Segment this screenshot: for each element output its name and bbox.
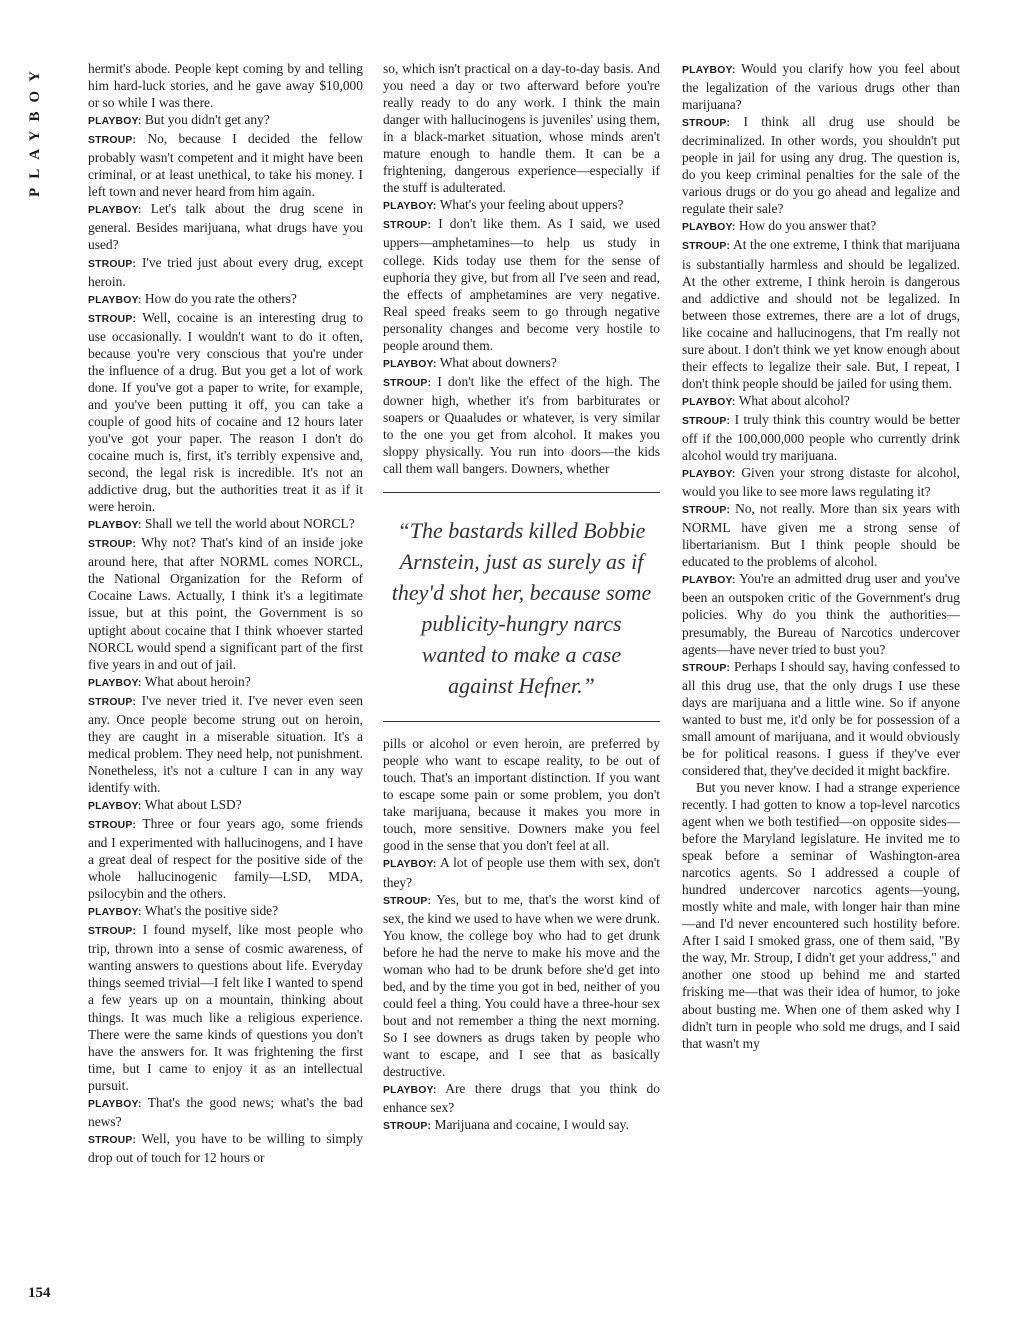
speaker-label: STROUP: bbox=[383, 1121, 432, 1133]
paragraph-text: No, because I decided the fellow probably wasn't competent and it might have been criminal, or at least unethical, to take his money. I left town and never heard from him again. bbox=[88, 131, 363, 200]
paragraph-text: What about downers? bbox=[439, 354, 557, 370]
paragraph-text: hermit's abode. People kept coming by and telling him hard-luck stories, and he gave away $10,000 or so while I was there. bbox=[88, 61, 363, 111]
speaker-label: STROUP: bbox=[88, 313, 137, 325]
paragraph-text: I found myself, like most people who trip, thrown into a sense of cosmic awareness, of wanting answers to questions about life. Everyday things seemed trivial—I felt like I wanted to spend a few years up on a mountain, thinking about things. It was much like a religious experience. There were the same kinds of questions you don't have the answers for. It was frightening the first time, but I came to enjoy it as an intellectual pursuit. bbox=[88, 922, 363, 1093]
paragraph-text: Would you clarify how you feel about the legalization of the various drugs other than marijuana? bbox=[682, 61, 960, 113]
paragraph bbox=[383, 215, 660, 353]
speaker-label: PLAYBOY: bbox=[383, 358, 437, 370]
speaker-label: PLAYBOY: bbox=[682, 469, 736, 481]
speaker-label: PLAYBOY: bbox=[88, 677, 142, 689]
speaker-label: PLAYBOY: bbox=[88, 116, 142, 128]
paragraph bbox=[88, 902, 363, 921]
paragraph-text: What's your feeling about uppers? bbox=[439, 197, 624, 213]
paragraph-text: Let's talk about the drug scene in general. Besides marijuana, what drugs have you used? bbox=[88, 201, 363, 253]
paragraph bbox=[88, 1130, 363, 1166]
column-2 bbox=[383, 60, 660, 1292]
speaker-label: STROUP: bbox=[682, 505, 731, 517]
paragraph bbox=[682, 570, 960, 657]
speaker-label: PLAYBOY: bbox=[383, 201, 437, 213]
speaker-label: PLAYBOY: bbox=[682, 575, 736, 587]
pull-quote: “The bastards killed Bobbie Arnstein, just as surely as if they'd shot her, because some publicity-hungry narcs wanted to make a case against Hefner.” bbox=[383, 492, 660, 722]
column-2-bottom bbox=[383, 735, 660, 1135]
paragraph-text: What's the positive side? bbox=[144, 903, 279, 919]
speaker-label: STROUP: bbox=[383, 895, 432, 907]
paragraph-text: Yes, but to me, that's the worst kind of sex, the kind we used to have when we were drunk. You know, the college boy who had to get drunk before he had the nerve to make his move and the woman who had to be drunk before she'd get into bed, and by the time you got in bed, neither of you could feel a thing. You could have a three-hour sex bout and not remember a thing the next morning. So I see downers as drugs taken by people who want to escape, and I see that as basically destructive. bbox=[383, 891, 660, 1080]
speaker-label: STROUP: bbox=[682, 662, 731, 674]
paragraph-text: I've tried just about every drug, except heroin. bbox=[88, 254, 363, 289]
speaker-label: STROUP: bbox=[88, 820, 137, 832]
magazine-name-letters: PLAYBOY bbox=[27, 62, 43, 197]
paragraph bbox=[682, 411, 960, 464]
paragraph-text: You're an admitted drug user and you've been an outspoken critic of the Government's drug policies. Why do you think the authorities—presumably, the Bureau of Narcotics undercover agents—have never tried to bust you? bbox=[682, 571, 960, 657]
speaker-label: STROUP: bbox=[383, 377, 432, 389]
paragraph-text: I don't like them. As I said, we used uppers—amphetamines—to help us study in college. Kids today use them for the sense of euphoria they give, but from all I've seen and read, the effects of amphetamines are very negative. Real speed freaks seem to go through negative personality changes and become very hostile to people around them. bbox=[383, 216, 660, 353]
paragraph bbox=[88, 692, 363, 796]
paragraph-text: I truly think this country would be better off if the 100,000,000 people who currently drink alcohol would try marijuana. bbox=[682, 411, 960, 464]
speaker-label: STROUP: bbox=[682, 415, 731, 427]
paragraph-text: What about heroin? bbox=[144, 673, 251, 689]
paragraph bbox=[383, 354, 660, 373]
paragraph-text: pills or alcohol or even heroin, are preferred by people who want to escape reality, to be out of touch. That's an important distinction. If you want to escape some pain or some problem, you don't take marijuana, because it makes you more in touch, more sensitive. Downers make you feel good in the sense that you don't feel at all. bbox=[383, 736, 660, 854]
paragraph-text: Well, you have to be willing to simply drop out of touch for 12 hours or bbox=[88, 1130, 363, 1165]
paragraph bbox=[88, 200, 363, 253]
paragraph bbox=[383, 735, 660, 854]
paragraph bbox=[88, 111, 363, 130]
paragraph bbox=[88, 1094, 363, 1130]
speaker-label: PLAYBOY: bbox=[88, 294, 142, 306]
speaker-label: STROUP: bbox=[682, 241, 731, 253]
speaker-label: STROUP: bbox=[88, 696, 137, 708]
paragraph bbox=[682, 392, 960, 411]
paragraph bbox=[383, 60, 660, 196]
column-3 bbox=[682, 60, 960, 1292]
paragraph-text: Marijuana and cocaine, I would say. bbox=[434, 1117, 629, 1133]
speaker-label: PLAYBOY: bbox=[88, 1098, 142, 1110]
speaker-label: PLAYBOY: bbox=[682, 65, 736, 76]
speaker-label: PLAYBOY: bbox=[383, 1085, 437, 1097]
paragraph bbox=[88, 796, 363, 815]
magazine-name-vertical bbox=[24, 62, 46, 204]
speaker-label: PLAYBOY: bbox=[88, 800, 142, 812]
speaker-label: PLAYBOY: bbox=[682, 396, 736, 408]
paragraph bbox=[88, 815, 363, 902]
paragraph-text: How do you answer that? bbox=[738, 218, 877, 234]
paragraph bbox=[88, 290, 363, 309]
paragraph bbox=[88, 60, 363, 111]
speaker-label: STROUP: bbox=[383, 220, 432, 232]
speaker-label: PLAYBOY: bbox=[88, 205, 142, 217]
paragraph-text: Well, cocaine is an interesting drug to use occasionally. I wouldn't want to do it often, because you're very conscious that you're under the influence of a drug. But you get a lot of work done. If you've got a paper to write, for example, and you've been putting it off, you can take a couple of good hits of cocaine and 12 hours later you've got your paper. The reason I don't do cocaine much is, first, it's terribly expensive and, second, the legal risk is incredible. It's not an addictive drug, but the authorities treat it as if it were heroin. bbox=[88, 309, 363, 515]
paragraph-text: Why not? That's kind of an inside joke around here, that after NORML comes NORCL, the National Organization for the Reform of Cocaine Laws. Actually, I think it's a legitimate issue, but at this point, the Government is so uptight about cocaine that I think whoever started NORCL would spend a significant part of the first five years in and out of jail. bbox=[88, 535, 363, 672]
speaker-label: STROUP: bbox=[682, 118, 731, 130]
paragraph-text: But you didn't get any? bbox=[144, 112, 270, 128]
speaker-label: STROUP: bbox=[88, 1134, 137, 1146]
paragraph bbox=[682, 500, 960, 570]
paragraph-text: I don't like the effect of the high. The downer high, whether it's from barbiturates or soapers or Quaaludes or whatever, is very similar to the one you get from alcohol. It makes you sloppy physically. You run into doors—the kids call them wall bangers. Downers, whether bbox=[383, 373, 660, 477]
paragraph bbox=[682, 236, 960, 391]
page-number: 154 bbox=[28, 1285, 51, 1301]
paragraph-text: A lot of people use them with sex, don't they? bbox=[383, 855, 660, 890]
column-1 bbox=[88, 60, 363, 1292]
paragraph-text: No, not really. More than six years with NORML have given me a strong sense of libertarianism. But I think people should be educated to the problems of alcohol. bbox=[682, 501, 960, 570]
paragraph-text: Are there drugs that you think do enhance sex? bbox=[383, 1081, 660, 1116]
paragraph bbox=[682, 60, 960, 113]
paragraph bbox=[88, 921, 363, 1093]
paragraph bbox=[88, 309, 363, 516]
speaker-label: PLAYBOY: bbox=[682, 222, 736, 234]
paragraph-text: Perhaps I should say, having confessed to all this drug use, that the only drugs I use these days are marijuana and a little wine. So if anyone wanted to bust me, it'd only be for possession of a small amount of marijuana, and it would obviously be for political reasons. I guess if they've ever considered that, they've decided it might backfire. bbox=[682, 658, 960, 778]
paragraph bbox=[682, 658, 960, 779]
paragraph-text: How do you rate the others? bbox=[144, 290, 297, 306]
speaker-label: STROUP: bbox=[88, 258, 137, 270]
paragraph bbox=[383, 196, 660, 215]
paragraph bbox=[383, 891, 660, 1081]
paragraph bbox=[88, 515, 363, 534]
paragraph bbox=[383, 1080, 660, 1116]
paragraph-text: I think all drug use should be decriminalized. In other words, you shouldn't put people in jail for using any drug. The question is, do you keep criminal penalties for the sale of the various drugs or do you go ahead and legalize and regulate their sale? bbox=[682, 114, 960, 217]
paragraph-text: But you never know. I had a strange experience recently. I had gotten to know a top-level narcotics agent when we both testified—on opposite sides—before the Maryland legislature. He invited me to speak before a seminar of Washington-area narcotics agents. So I addressed a couple of hundred undercover narcotics agents—young, mostly white and male, with longer hair than mine—and I'd never encountered such hostility before. After I said I smoked grass, one of them said, "By the way, Mr. Stroup, I didn't get your address," and another one stood up behind me and started frisking me—that was their idea of humor, to joke about busting me. When one of them asked why I didn't turn in people who sold me drugs, and I said that wasn't my bbox=[682, 779, 960, 1051]
paragraph-text: What about alcohol? bbox=[738, 392, 850, 408]
paragraph-text: At the one extreme, I think that marijuana is substantially harmless and should be legalized. At the other extreme, I think heroin is dangerous and addictive and should not be legalized. In between those extremes, there are a lot of drugs, like cocaine and hallucinogens, that I'm really not sure about. I don't think we yet know enough about their effects to legalize their sale. But, I repeat, I don't think people should be jailed for using them. bbox=[682, 237, 960, 391]
speaker-label: PLAYBOY: bbox=[88, 907, 142, 919]
paragraph-text: so, which isn't practical on a day-to-day basis. And you need a day or two afterward before you're really ready to do any work. I think the main danger with hallucinogens is juveniles' using them, in a black-market situation, whose minds aren't mature enough to handle them. It can be a frightening, dangerous experience—especially if the stuff is adulterated. bbox=[383, 61, 660, 196]
paragraph bbox=[682, 779, 960, 1052]
paragraph bbox=[383, 1116, 660, 1135]
paragraph bbox=[88, 130, 363, 200]
speaker-label: PLAYBOY: bbox=[383, 859, 437, 871]
paragraph bbox=[682, 217, 960, 236]
paragraph-text: Given your strong distaste for alcohol, would you like to see more laws regulating it? bbox=[682, 465, 960, 500]
paragraph bbox=[88, 254, 363, 290]
paragraph-text: I've never tried it. I've never even seen any. Once people become strung out on heroin, they are caught in a miserable situation. It's a medical problem. They need help, not punishment. Nonetheless, it's not a culture I can in any way identify with. bbox=[88, 692, 363, 795]
speaker-label: STROUP: bbox=[88, 926, 137, 938]
paragraph-text: Shall we tell the world about NORCL? bbox=[144, 516, 355, 532]
paragraph-text: Three or four years ago, some friends and I experimented with hallucinogens, and I have a great deal of respect for the positive side of the whole hallucinogenic family—LSD, MDA, psilocybin and the others. bbox=[88, 816, 363, 902]
speaker-label: STROUP: bbox=[88, 539, 137, 551]
paragraph bbox=[682, 464, 960, 500]
speaker-label: PLAYBOY: bbox=[88, 520, 142, 532]
column-2-top bbox=[383, 60, 660, 477]
paragraph-text: That's the good news; what's the bad news? bbox=[88, 1094, 363, 1129]
paragraph bbox=[88, 534, 363, 672]
speaker-label: STROUP: bbox=[88, 135, 137, 147]
paragraph bbox=[682, 113, 960, 217]
paragraph-text: What about LSD? bbox=[144, 796, 242, 812]
paragraph bbox=[383, 373, 660, 477]
paragraph bbox=[383, 854, 660, 890]
paragraph bbox=[88, 673, 363, 692]
